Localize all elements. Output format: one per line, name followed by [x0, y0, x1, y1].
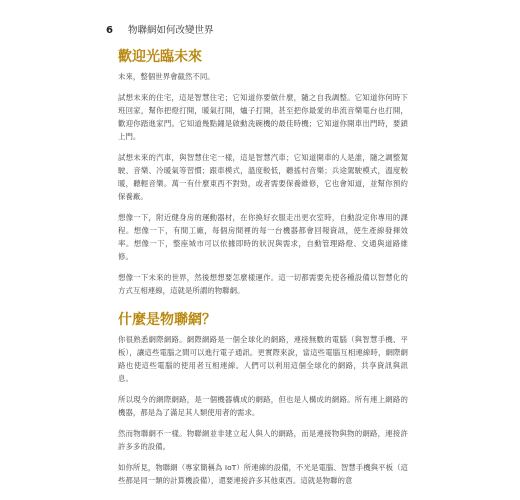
section-heading-welcome: 歡迎光臨未來	[118, 49, 202, 65]
page-number: 6	[106, 25, 113, 36]
paragraph: 然而物聯網不一樣。物聯網並非建立起人與人的網路，而是連接物與物的網路，連接許許多多的設備。	[118, 429, 408, 451]
page-header	[106, 22, 214, 36]
page-content	[118, 48, 408, 487]
running-title: 物聯網如何改變世界	[128, 25, 214, 36]
paragraph: 所以現今的網際網路，是一個機器構成的網路，但也是人構成的網路。所有連上網路的機器，都是為了滿足其人類使用者的需求。	[118, 395, 408, 417]
paragraph: 試想未來的汽車，與智慧住宅一樣，這是智慧汽車；它知道開車的人是誰，隨之調整駕駛、音樂、冷暖氣等習慣；跟車模式，溫度較低，聽搖村音樂；兵途駕駛模式，溫度較暖，聽輕音樂。萬一有什麼東西不對勁，或者需要保養維修，它也會知道，並幫你預約保養廠。	[118, 153, 408, 201]
paragraph: 未來，整個世界會截然不同。	[118, 72, 215, 81]
section-heading-what-is-iot: 什麼是物聯網？	[118, 312, 216, 328]
paragraph: 想像一下，附近健身房的運動器材，在你換好衣服走出更衣室時，自動設定你專用的課程。想像一下，有間工廠，每個房間裡的每一台機器都會回報資訊，使生產線發揮效率。想像一下，整座城市可以依據即時的狀況與需求，自動管理路燈、交通與道路維修。	[118, 213, 408, 261]
paragraph: 你很熟悉網際網路。網際網路是一個全球化的網路，連接無數的電腦（與智慧手機、平板），讓這些電腦之間可以進行電子通訊。更實際來說，當這些電腦互相連線時，網際網路也使這些電腦的使用者互相連線。人們可以利用這個全球化的網路，共享資訊與訊息。	[118, 335, 408, 383]
paragraph: 想像一下未來的世界，然後想想要怎麼樣運作。這一切都需要先使各種設備以智慧化的方式互相連線，這就是所謂的物聯網。	[118, 273, 408, 295]
paragraph: 試想未來的住宅，這是智慧住宅；它知道你要做什麼，隨之自我調整。它知道你何時下班回家，幫你把燈打開，暖氣打開，爐子打開，甚至把你最愛的串流音樂電台也打開，歡迎你踏進家門。它知道幾點鐘是啟動洗碗機的最佳時機；它知道你開車出門時，要鎖上門。	[118, 93, 408, 141]
paragraph: 如你所見，物聯網（專家簡稱為 IoT）所連線的設備，不光是電腦、智慧手機與平板（這些都是同一類的計算機設備），還要連接許多其他東西。這就是物聯的意	[118, 463, 408, 485]
